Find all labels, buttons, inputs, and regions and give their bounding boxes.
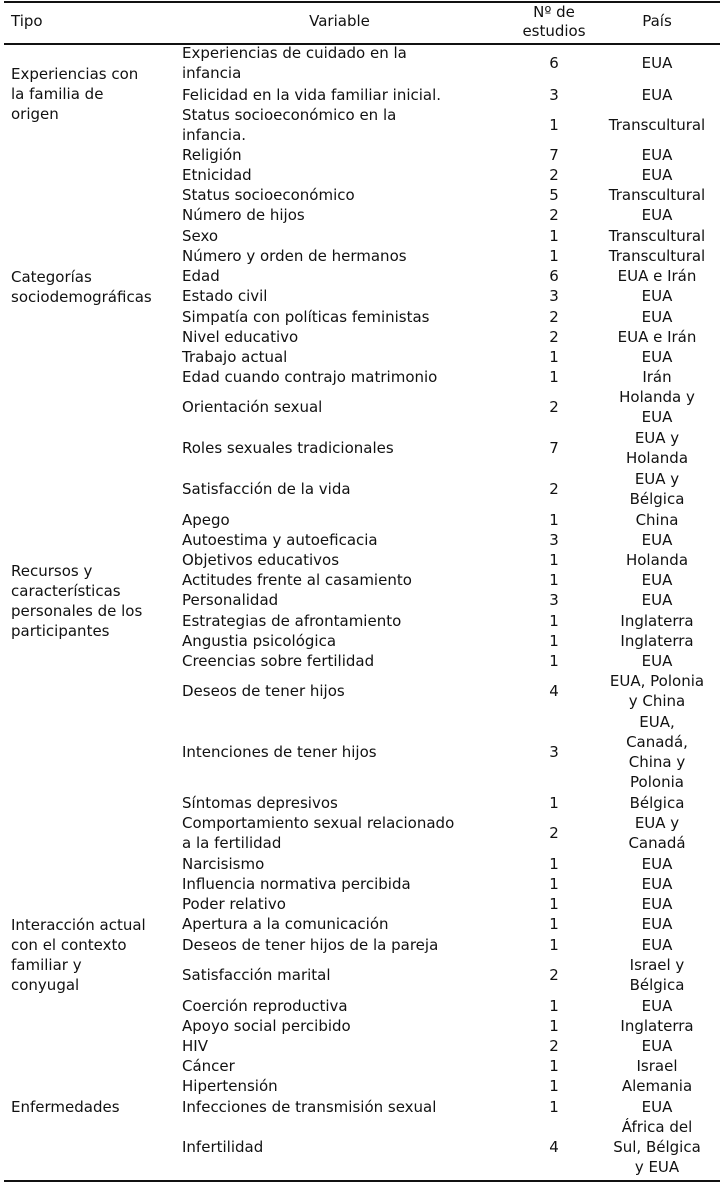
cell-num-estudios: 2 [549, 1037, 559, 1055]
cell-pais: Israel [636, 1057, 678, 1075]
cell-variable: Trabajo actual [182, 348, 288, 366]
cell-num-estudios: 1 [549, 875, 559, 893]
cell-variable: Satisfacción marital [182, 966, 331, 984]
cell-pais: China [635, 511, 679, 529]
cell-num-estudios: 3 [549, 287, 559, 305]
cell-pais: Alemania [621, 1077, 693, 1095]
cell-pais: Holanda [625, 551, 689, 569]
cell-variable: Número de hijos [182, 206, 305, 224]
cell-variable: Roles sexuales tradicionales [182, 439, 394, 457]
cell-num-estudios: 1 [549, 511, 559, 529]
cell-pais: EUA [641, 54, 673, 72]
cell-variable: Etnicidad [182, 166, 252, 184]
cell-variable: Infertilidad [182, 1138, 264, 1156]
cell-num-estudios: 1 [549, 247, 559, 265]
cell-pais: EUA e Irán [617, 328, 697, 346]
cell-variable: Felicidad en la vida familiar inicial. [182, 86, 442, 104]
cell-variable: Cáncer [182, 1057, 235, 1075]
header-tipo: Tipo [11, 12, 43, 30]
cell-pais: EUA [641, 308, 673, 326]
cell-num-estudios: 1 [549, 895, 559, 913]
tipo-sociodemograficas: Categorías sociodemográficas [11, 268, 152, 306]
cell-variable: Apego [182, 511, 230, 529]
cell-variable: Religión [182, 146, 242, 164]
cell-pais: EUA [641, 348, 673, 366]
cell-pais: EUA y Bélgica [629, 470, 685, 508]
cell-variable: Estado civil [182, 287, 268, 305]
cell-variable: Personalidad [182, 591, 279, 609]
cell-num-estudios: 2 [549, 398, 559, 416]
cell-num-estudios: 1 [549, 997, 559, 1015]
cell-pais: EUA, Polonia y China [609, 672, 705, 710]
cell-variable: Deseos de tener hijos de la pareja [182, 936, 439, 954]
cell-num-estudios: 1 [549, 915, 559, 933]
cell-variable: Comportamiento sexual relacionado a la fertilidad [182, 814, 455, 852]
cell-num-estudios: 1 [549, 1077, 559, 1095]
cell-pais: EUA [641, 895, 673, 913]
cell-num-estudios: 1 [549, 551, 559, 569]
cell-num-estudios: 4 [549, 682, 559, 700]
cell-pais: Holanda y EUA [619, 388, 695, 426]
cell-pais: Bélgica [629, 794, 685, 812]
cell-variable: Creencias sobre fertilidad [182, 652, 375, 670]
cell-variable: Narcisismo [182, 855, 265, 873]
cell-pais: Israel y Bélgica [629, 956, 685, 994]
cell-num-estudios: 2 [549, 206, 559, 224]
cell-num-estudios: 1 [549, 368, 559, 386]
data-table [4, 0, 720, 1184]
cell-num-estudios: 2 [549, 308, 559, 326]
cell-variable: Satisfacción de la vida [182, 480, 351, 498]
cell-pais: Transcultural [608, 116, 706, 134]
cell-pais: EUA [641, 1098, 673, 1116]
cell-variable: Edad [182, 267, 220, 285]
cell-num-estudios: 1 [549, 227, 559, 245]
cell-variable: Simpatía con políticas feministas [182, 308, 430, 326]
tipo-familia-origen: Experiencias con la familia de origen [11, 65, 139, 123]
cell-pais: EUA [641, 1037, 673, 1055]
cell-variable: Infecciones de transmisión sexual [182, 1098, 437, 1116]
cell-variable: Objetivos educativos [182, 551, 340, 569]
cell-pais: Inglaterra [620, 632, 694, 650]
cell-pais: Transcultural [608, 227, 706, 245]
cell-pais: EUA [641, 146, 673, 164]
cell-num-estudios: 3 [549, 591, 559, 609]
cell-variable: Estrategias de afrontamiento [182, 612, 402, 630]
cell-variable: Experiencias de cuidado en la infancia [182, 44, 407, 82]
cell-variable: Status socioeconómico [182, 186, 355, 204]
tipo-recursos-personales: Recursos y características personales de los participantes [11, 562, 143, 640]
cell-pais: EUA, Canadá, China y Polonia [626, 713, 688, 791]
cell-num-estudios: 3 [549, 86, 559, 104]
cell-variable: Coerción reproductiva [182, 997, 348, 1015]
cell-pais: EUA e Irán [617, 267, 697, 285]
cell-num-estudios: 1 [549, 855, 559, 873]
cell-variable: Angustia psicológica [182, 632, 337, 650]
cell-num-estudios: 7 [549, 146, 559, 164]
cell-num-estudios: 5 [549, 186, 559, 204]
cell-num-estudios: 1 [549, 632, 559, 650]
cell-num-estudios: 1 [549, 571, 559, 589]
tipo-interaccion-conyugal: Interacción actual con el contexto familiar y conyugal [11, 916, 146, 994]
cell-num-estudios: 2 [549, 966, 559, 984]
cell-variable: Autoestima y autoeficacia [182, 531, 378, 549]
cell-num-estudios: 1 [549, 1098, 559, 1116]
cell-variable: Hipertensión [182, 1077, 278, 1095]
cell-pais: Irán [642, 368, 672, 386]
cell-num-estudios: 1 [549, 612, 559, 630]
bottom-rule [4, 1180, 720, 1182]
cell-pais: EUA [641, 206, 673, 224]
cell-variable: Influencia normativa percibida [182, 875, 411, 893]
cell-variable: Edad cuando contrajo matrimonio [182, 368, 438, 386]
cell-variable: Poder relativo [182, 895, 286, 913]
cell-pais: EUA [641, 86, 673, 104]
cell-num-estudios: 2 [549, 480, 559, 498]
cell-pais: EUA [641, 997, 673, 1015]
cell-num-estudios: 1 [549, 794, 559, 812]
cell-num-estudios: 2 [549, 166, 559, 184]
cell-pais: EUA y Holanda [625, 429, 689, 467]
cell-pais: EUA [641, 591, 673, 609]
cell-pais: EUA [641, 652, 673, 670]
cell-variable: HIV [182, 1037, 208, 1055]
cell-num-estudios: 1 [549, 1057, 559, 1075]
cell-num-estudios: 6 [549, 54, 559, 72]
cell-variable: Deseos de tener hijos [182, 682, 345, 700]
cell-num-estudios: 2 [549, 328, 559, 346]
cell-variable: Orientación sexual [182, 398, 323, 416]
header-num-estudios: Nº de estudios [522, 3, 586, 40]
cell-pais: EUA [641, 531, 673, 549]
cell-variable: Status socioeconómico en la infancia. [182, 106, 397, 144]
cell-num-estudios: 6 [549, 267, 559, 285]
cell-num-estudios: 3 [549, 531, 559, 549]
cell-pais: EUA [641, 936, 673, 954]
cell-num-estudios: 7 [549, 439, 559, 457]
cell-variable: Nivel educativo [182, 328, 299, 346]
cell-pais: EUA [641, 166, 673, 184]
cell-pais: Inglaterra [620, 1017, 694, 1035]
cell-num-estudios: 1 [549, 116, 559, 134]
cell-pais: Transcultural [608, 186, 706, 204]
cell-num-estudios: 3 [549, 743, 559, 761]
cell-pais: Transcultural [608, 247, 706, 265]
cell-pais: EUA [641, 571, 673, 589]
top-rule [4, 1, 720, 3]
cell-num-estudios: 1 [549, 348, 559, 366]
cell-pais: EUA [641, 915, 673, 933]
cell-variable: Sexo [182, 227, 219, 245]
cell-num-estudios: 1 [549, 936, 559, 954]
cell-variable: Apoyo social percibido [182, 1017, 351, 1035]
cell-num-estudios: 1 [549, 652, 559, 670]
cell-pais: África del Sul, Bélgica y EUA [613, 1118, 701, 1176]
cell-pais: Inglaterra [620, 612, 694, 630]
cell-num-estudios: 1 [549, 1017, 559, 1035]
cell-pais: EUA [641, 287, 673, 305]
cell-num-estudios: 2 [549, 824, 559, 842]
cell-pais: EUA y Canadá [628, 814, 686, 852]
cell-variable: Número y orden de hermanos [182, 247, 407, 265]
cell-pais: EUA [641, 855, 673, 873]
cell-pais: EUA [641, 875, 673, 893]
cell-num-estudios: 4 [549, 1138, 559, 1156]
cell-variable: Apertura a la comunicación [182, 915, 389, 933]
cell-variable: Actitudes frente al casamiento [182, 571, 412, 589]
tipo-enfermedades: Enfermedades [11, 1098, 120, 1116]
cell-variable: Síntomas depresivos [182, 794, 338, 812]
cell-variable: Intenciones de tener hijos [182, 743, 377, 761]
header-pais: País [642, 12, 672, 30]
header-variable: Variable [309, 12, 370, 30]
